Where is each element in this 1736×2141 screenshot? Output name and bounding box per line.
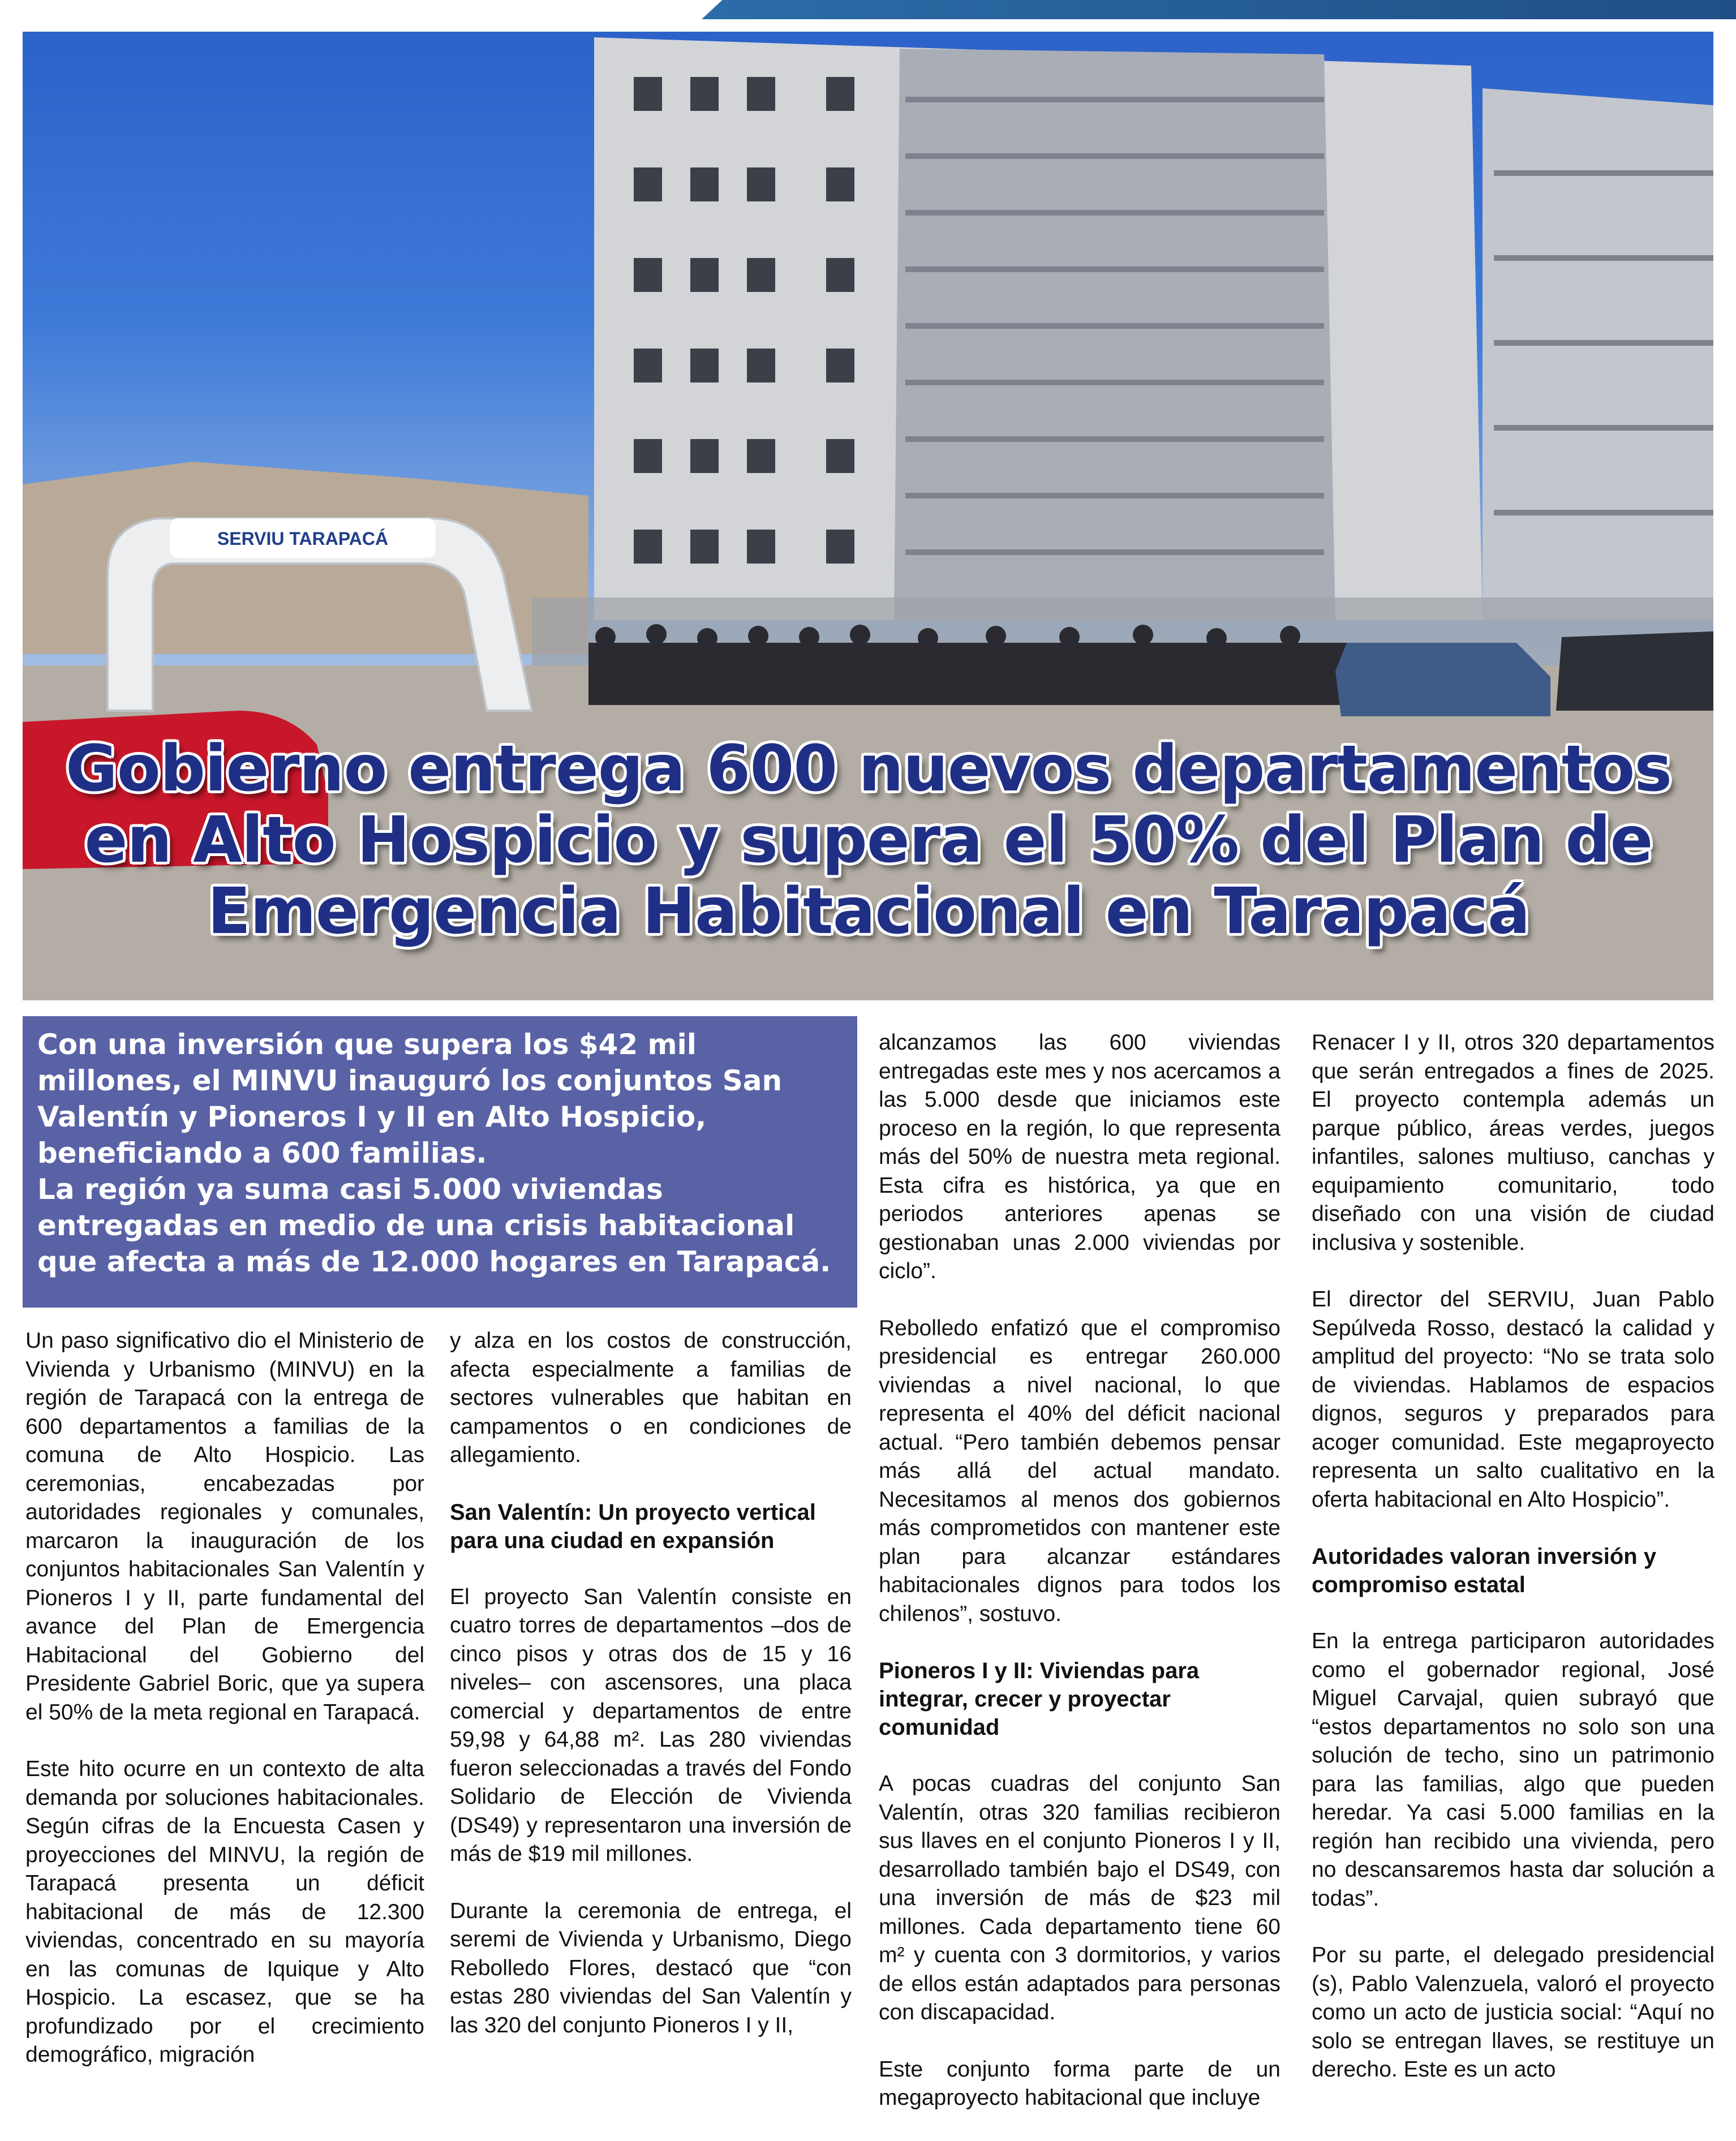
headline-line-2: en Alto Hospicio y supera el 50% del Plan de — [84, 803, 1653, 877]
article-paragraph: y alza en los costos de construcción, afecta especialmente a familias de sectores vulnerables que habitan en campamentos o en condiciones de allegamiento. — [450, 1329, 852, 1467]
section-heading: Autoridades valoran inversión y compromiso estatal — [1312, 1544, 1657, 1597]
headline-line-1: Gobierno entrega 600 nuevos departamentos — [65, 732, 1672, 806]
article-paragraph: En la entrega participaron autoridades como el gobernador regional, José Miguel Carvajal, quien subrayó que “estos departamentos no solo son una solución de techo, sino un patrimonio para las familias, algo que pueden heredar. Ya casi 5.000 familias en la región han recibido una vivienda, pero no descansaremos hasta dar solución a todas”. — [1312, 1629, 1714, 1911]
article-column-1 — [25, 1327, 424, 2098]
summary-box — [23, 1016, 857, 1308]
article-paragraph: alcanzamos las 600 viviendas entregadas este mes y nos acercamos a las 5.000 desde que iniciamos este proceso en la región, lo que representa más del 50% de nuestra meta regional. Esta cifra es histórica, ya que en periodos anteriores apenas se gestionaban unas 2.000 viviendas por ciclo”. — [879, 1030, 1280, 1283]
summary-paragraph-2: La región ya suma casi 5.000 viviendas entregadas en medio de una crisis habitacional que afecta a más de 12.000 hogares en Tarapacá. — [37, 1173, 831, 1278]
article-paragraph: Renacer I y II, otros 320 departamentos que serán entregados a fines de 2025. El proyecto contempla además un parque público, áreas verdes, juegos infantiles, salones multiuso, canchas y equipamiento comunitario, todo diseñado con una visión de ciudad inclusiva y sostenible. — [1312, 1030, 1714, 1255]
headline-line-3: Emergencia Habitacional en Tarapacá — [207, 875, 1530, 948]
article-paragraph: Por su parte, el delegado presidencial (s), Pablo Valenzuela, valoró el proyecto como un acto de justicia social: “Aquí no solo se entregan llaves, se restituye un derecho. Este es un acto — [1312, 1943, 1714, 2082]
article-paragraph: El director del SERVIU, Juan Pablo Sepúlveda Rosso, destacó la calidad y amplitud del proyecto: “No se trata solo de viviendas. Hablamos de espacios dignos, seguros y preparados para acoger comunidad. Este megaproyecto representa un salto cualitativo en la oferta habitacional en Alto Hospicio”. — [1312, 1287, 1714, 1512]
article-paragraph: Este hito ocurre en un contexto de alta demanda por soluciones habitacionales. Según cifras de la Encuesta Casen y proyecciones del MINVU, la región de Tarapacá presenta un déficit habitacional de más de 12.300 viviendas, concentrado en su mayoría en las comunas de Iquique y Alto Hospicio. La escasez, que se ha profundizado por el crecimiento demográfico, migración — [25, 1757, 424, 2067]
summary-paragraph-1: Con una inversión que supera los $42 mil millones, el MINVU inauguró los conjuntos San Valentín y Pioneros I y II en Alto Hospicio, beneficiando a 600 familias. — [37, 1028, 783, 1170]
article-paragraph: El proyecto San Valentín consiste en cuatro torres de departamentos –dos de cinco pisos y otras dos de 15 y 16 niveles– con ascensores, una placa comercial y departamentos de entre 59,98 y 64,88 m². Las 280 viviendas fueron seleccionadas a través del Fondo Solidario de Elección de Vivienda (DS49) y representaron una inversión de más de $19 mil millones. — [450, 1584, 852, 1866]
article-paragraph: Rebolledo enfatizó que el compromiso presidencial es entregar 260.000 viviendas a nivel nacional, lo que representa el 40% del déficit nacional actual. “Pero también debemos pensar más allá del actual mandato. Necesitamos al menos dos gobiernos más comprometidos con mantener este plan para alcanzar estándares habitacionales dignos para todos los chilenos”, sostuvo. — [879, 1315, 1280, 1626]
article-column-4 — [1312, 1029, 1714, 2113]
hero-photo — [23, 32, 1713, 1000]
article-paragraph: Este conjunto forma parte de un megaproyecto habitacional que incluye — [879, 2057, 1280, 2110]
section-heading: San Valentín: Un proyecto vertical para una ciudad en expansión — [450, 1499, 816, 1553]
article-column-2 — [450, 1327, 852, 2068]
arch-sign-text: SERVIU TARAPACÁ — [217, 528, 389, 549]
article-paragraph: Un paso significativo dio el Ministerio de Vivienda y Urbanismo (MINVU) en la región de Tarapacá con la entrega de 600 departamentos a familias de la comuna de Alto Hospicio. Las ceremonias, encabezadas por autoridades regionales y comunales, marcaron la inauguración de los conjuntos habitacionales San Valentín y Pioneros I y II, parte fundamental del avance del Plan de Emergencia Habitacional del Gobierno del Presidente Gabriel Boric, que ya supera el 50% de la meta regional en Tarapacá. — [25, 1329, 424, 1725]
top-margin — [0, 0, 702, 17]
top-accent-bar — [702, 0, 1736, 19]
article-paragraph: Durante la ceremonia de entrega, el seremi de Vivienda y Urbanismo, Diego Rebolledo Flores, destacó que “con estas 280 viviendas del San Valentín y las 320 del conjunto Pioneros I y II, — [450, 1898, 852, 2037]
article-paragraph: A pocas cuadras del conjunto San Valentín, otras 320 familias recibieron sus llaves en el conjunto Pioneros I y II, desarrollado también bajo el DS49, con una inversión de más de $23 mil millones. Cada departamento tiene 60 m² y cuenta con 3 dormitorios, y varios de ellos están adaptados para personas con discapacidad. — [879, 1772, 1280, 2024]
section-heading: Pioneros I y II: Viviendas para integrar, crecer y proyectar comunidad — [879, 1658, 1200, 1740]
headline — [62, 733, 1675, 947]
article-column-3 — [879, 1029, 1280, 2141]
